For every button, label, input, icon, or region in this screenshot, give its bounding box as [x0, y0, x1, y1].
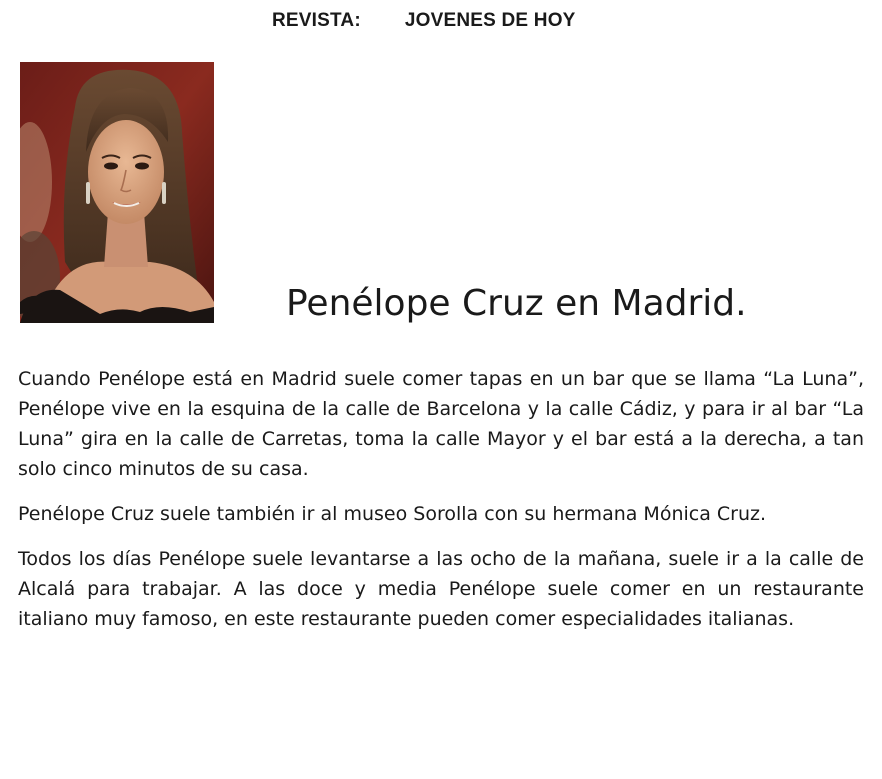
paragraph-3: Todos los días Penélope suele levantarse a las ocho de la mañana, suele ir a la calle de Alcalá para trabajar. A las doce y media Penélope suele comer en un restaurante italiano muy famoso, en este restaurante pueden comer especialidades italianas. — [18, 548, 864, 630]
magazine-label: REVISTA: — [272, 10, 361, 31]
article-title: Penélope Cruz en Madrid. — [286, 283, 747, 324]
magazine-name: JOVENES DE HOY — [404, 10, 576, 31]
paragraph-2: Penélope Cruz suele también ir al museo Sorolla con su hermana Mónica Cruz. — [18, 503, 767, 525]
paragraph-1: Cuando Penélope está en Madrid suele comer tapas en un bar que se llama “La Luna”, Penélope vive en la esquina de la calle de Barcelona y la calle Cádiz, y para ir al bar “La Luna” gira en la calle de Carretas, toma la calle Mayor y el bar está a la derecha, a tan solo cinco minutos de su casa. — [18, 368, 864, 480]
magazine-header — [272, 10, 576, 32]
portrait-photo — [20, 62, 214, 323]
article-body — [18, 364, 864, 649]
